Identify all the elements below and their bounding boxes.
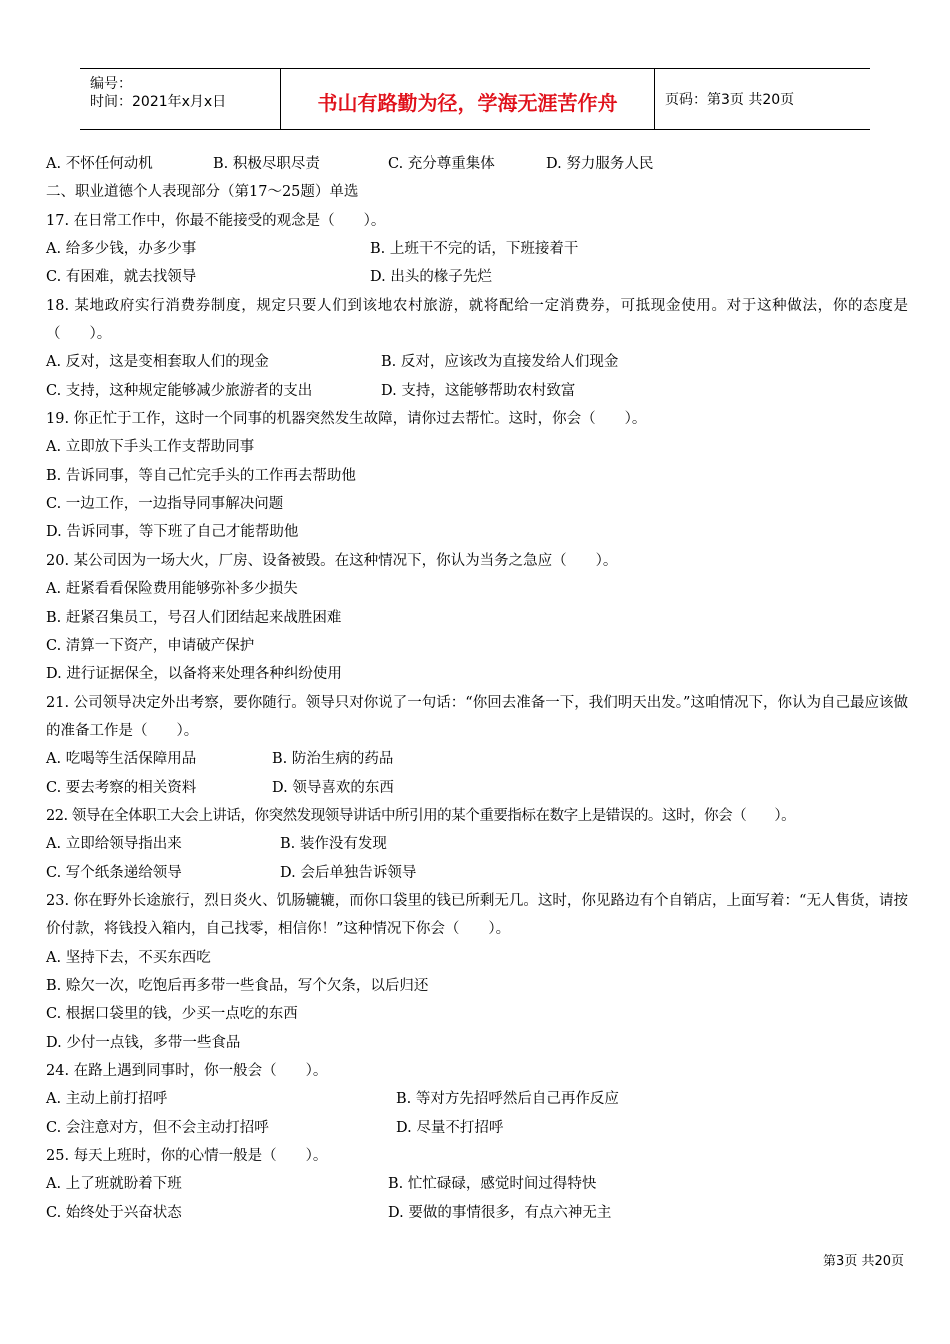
question-options <box>46 377 908 405</box>
option-c: C. 支持，这种规定能够减少旅游者的支出 <box>46 382 313 399</box>
question-options <box>46 830 908 858</box>
option-b: B. 赶紧召集员工，号召人们团结起来战胜困难 <box>46 609 342 626</box>
document-body <box>46 150 908 1227</box>
option-c: C. 充分尊重集体 <box>388 156 495 172</box>
code-label: 编号： <box>90 76 132 92</box>
motto: 书山有路勤为径，学海无涯苦作舟 <box>317 91 618 115</box>
option-b: B. 上班干不完的话，下班接着干 <box>370 241 579 258</box>
section-title: 二、职业道德个人表现部分（第17～25题）单选 <box>46 184 359 201</box>
header-left-cell <box>80 69 281 129</box>
option-b: B. 防治生病的药品 <box>272 751 394 768</box>
option-b: B. 等对方先招呼然后自己再作反应 <box>396 1091 619 1108</box>
q16-options <box>46 150 908 178</box>
option-d: D. 告诉同事，等下班了自己才能帮助他 <box>46 524 299 541</box>
question-options <box>46 1085 908 1113</box>
question-stem: 21. 公司领导决定外出考察，要你随行。领导只对你说了一句话：“你回去准备一下，我们明天出发。”这咱情况下，你认为自己最应该做的准备工作是（ ）。 <box>46 694 908 739</box>
question-stem: 19. 你正忙于工作，这时一个同事的机器突然发生故障，请你过去帮忙。这时，你会（ ）。 <box>46 411 647 428</box>
option-d: D. 会后单独告诉领导 <box>280 864 417 881</box>
question-stem: 20. 某公司因为一场大火，厂房、设备被毁。在这种情况下，你认为当务之急应（ ）。 <box>46 552 618 569</box>
option-c: C. 写个纸条递给领导 <box>46 864 182 881</box>
question-options <box>46 774 908 802</box>
question-options <box>46 1114 908 1142</box>
page-footer: 第3页 共20页 <box>823 1254 904 1269</box>
option-b: B. 反对，应该改为直接发给人们现金 <box>381 354 619 371</box>
question-options <box>46 1170 908 1198</box>
option-a: A. 立即放下手头工作支帮助同事 <box>46 439 255 456</box>
option-c: C. 一边工作，一边指导同事解决问题 <box>46 496 284 513</box>
question-stem: 25. 每天上班时，你的心情一般是（ ）。 <box>46 1148 328 1165</box>
header-motto-cell <box>281 69 655 129</box>
question-options <box>46 1199 908 1227</box>
option-a: A. 上了班就盼着下班 <box>46 1176 182 1193</box>
option-c: C. 根据口袋里的钱，少买一点吃的东西 <box>46 1006 298 1023</box>
option-a: A. 坚持下去，不买东西吃 <box>46 949 211 966</box>
option-b: B. 告诉同事，等自己忙完手头的工作再去帮助他 <box>46 467 356 484</box>
question-stem: 24. 在路上遇到同事时，你一般会（ ）。 <box>46 1063 328 1079</box>
question-stem: 17. 在日常工作中，你最不能接受的观念是（ ）。 <box>46 212 386 229</box>
header-right-cell <box>655 69 870 129</box>
question-stem: 18. 某地政府实行消费券制度，规定只要人们到该地农村旅游，就将配给一定消费券，可抵现金使用。对于这种做法，你的态度是（ ）。 <box>46 297 908 343</box>
page-code: 页码：第3页 共20页 <box>665 92 795 108</box>
question-options <box>46 263 908 291</box>
option-a: A. 反对，这是变相套取人们的现金 <box>46 354 269 371</box>
page-header <box>80 68 870 130</box>
option-d: D. 支持，这能够帮助农村致富 <box>381 382 576 399</box>
question-options <box>46 235 908 263</box>
question-options <box>46 745 908 773</box>
option-a: A. 赶紧看看保险费用能够弥补多少损失 <box>46 581 298 598</box>
option-c: C. 要去考察的相关资料 <box>46 779 197 796</box>
option-b: B. 忙忙碌碌，感觉时间过得特快 <box>388 1176 597 1193</box>
option-d: D. 努力服务人民 <box>546 156 654 172</box>
option-c: C. 会注意对方，但不会主动打招呼 <box>46 1119 269 1136</box>
question-stem: 22. 领导在全体职工大会上讲话，你突然发现领导讲话中所引用的某个重要指标在数字上是错误的。这时，你会（ ）。 <box>46 807 796 824</box>
option-b: B. 积极尽职尽责 <box>213 156 320 172</box>
option-a: A. 立即给领导指出来 <box>46 836 182 853</box>
option-d: D. 领导喜欢的东西 <box>272 779 394 796</box>
option-b: B. 赊欠一次，吃饱后再多带一些食品，写个欠条，以后归还 <box>46 977 429 994</box>
option-b: B. 装作没有发现 <box>280 836 387 853</box>
option-a: A. 主动上前打招呼 <box>46 1091 168 1108</box>
option-d: D. 进行证据保全，以备将来处理各种纠纷使用 <box>46 666 342 683</box>
option-a: A. 给多少钱，办多少事 <box>46 241 197 258</box>
question-stem: 23. 你在野外长途旅行，烈日炎火、饥肠辘辘，而你口袋里的钱已所剩无几。这时，你见路边有个自销店，上面写着：“无人售货，请按价付款，将钱投入箱内，自己找零，相信你！”这种情况下你会（ ）。 <box>46 892 908 938</box>
question-options <box>46 348 908 376</box>
option-a: A. 不怀任何动机 <box>46 156 153 172</box>
option-a: A. 吃喝等生活保障用品 <box>46 751 197 768</box>
option-c: C. 清算一下资产，申请破产保护 <box>46 637 255 654</box>
time-label: 时间：2021年x月x日 <box>90 94 227 110</box>
option-d: D. 尽量不打招呼 <box>396 1119 504 1136</box>
option-d: D. 出头的椽子先烂 <box>370 269 492 286</box>
option-c: C. 始终处于兴奋状态 <box>46 1204 182 1221</box>
question-options <box>46 859 908 887</box>
option-d: D. 少付一点钱，多带一些食品 <box>46 1034 241 1051</box>
option-c: C. 有困难，就去找领导 <box>46 269 197 286</box>
option-d: D. 要做的事情很多，有点六神无主 <box>388 1204 612 1221</box>
